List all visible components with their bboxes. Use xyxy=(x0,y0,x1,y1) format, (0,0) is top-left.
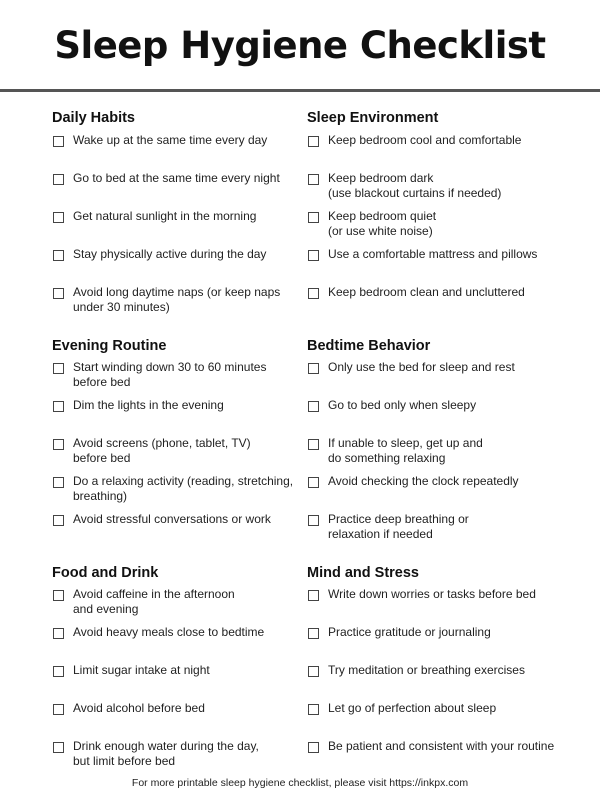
checklist-item-text: Try meditation or breathing exercises xyxy=(328,663,525,677)
checklist-item xyxy=(52,663,307,695)
checklist-item xyxy=(52,360,307,392)
checklist-item-text: Keep bedroom quiet (or use white noise) xyxy=(328,209,437,238)
checkbox[interactable] xyxy=(53,704,64,715)
checklist-item-text: Get natural sunlight in the morning xyxy=(73,209,257,223)
checklist-item xyxy=(52,701,307,733)
section-heading: Sleep Environment xyxy=(307,110,439,126)
checklist-item xyxy=(307,398,562,430)
checklist-item-text: Go to bed at the same time every night xyxy=(73,171,280,185)
checklist-item xyxy=(52,398,307,430)
checklist-item-text: Wake up at the same time every day xyxy=(73,133,268,147)
checklist-item-text: Practice deep breathing or relaxation if needed xyxy=(328,512,469,541)
checklist-item-text: Avoid stressful conversations or work xyxy=(73,512,271,526)
page-title: Sleep Hygiene Checklist xyxy=(54,24,546,67)
checkbox[interactable] xyxy=(308,212,319,223)
checkbox[interactable] xyxy=(308,477,319,488)
checklist-item xyxy=(52,436,307,468)
checklist-item-text: If unable to sleep, get up and do something relaxing xyxy=(328,436,483,465)
checklist-item xyxy=(52,247,307,279)
checkbox[interactable] xyxy=(308,288,319,299)
checkbox[interactable] xyxy=(308,704,319,715)
checkbox[interactable] xyxy=(53,628,64,639)
checkbox[interactable] xyxy=(53,174,64,185)
checklist-item xyxy=(307,701,562,733)
checkbox[interactable] xyxy=(53,515,64,526)
checklist-item-text: Dim the lights in the evening xyxy=(73,398,224,412)
footer-note: For more printable sleep hygiene checklist, please visit https://inkpx.com xyxy=(131,777,469,789)
checklist-item-text: Avoid heavy meals close to bedtime xyxy=(73,625,265,639)
checklist-item xyxy=(307,739,562,771)
checklist-item-text: Stay physically active during the day xyxy=(73,247,267,261)
checklist-item-text: Go to bed only when sleepy xyxy=(328,398,477,412)
checklist-item xyxy=(307,512,562,544)
checklist-item xyxy=(307,436,562,468)
checklist-item xyxy=(52,739,307,771)
checklist-item xyxy=(307,285,562,317)
checklist-item-text: Write down worries or tasks before bed xyxy=(328,587,536,601)
checklist-item xyxy=(52,587,307,619)
checklist-item xyxy=(52,285,307,317)
checklist-item xyxy=(52,512,307,544)
checklist-item-text: Only use the bed for sleep and rest xyxy=(328,360,515,374)
checklist-item-text: Practice gratitude or journaling xyxy=(328,625,491,639)
checklist-item-text: Avoid long daytime naps (or keep naps under 30 minutes) xyxy=(73,285,281,314)
checklist-item xyxy=(52,625,307,657)
checklist-item xyxy=(52,171,307,203)
checklist-item-text: Avoid alcohol before bed xyxy=(73,701,205,715)
checkbox[interactable] xyxy=(308,136,319,147)
title-divider xyxy=(0,89,600,92)
checkbox[interactable] xyxy=(308,590,319,601)
checklist-item xyxy=(307,247,562,279)
checkbox[interactable] xyxy=(53,401,64,412)
checklist-item-text: Use a comfortable mattress and pillows xyxy=(328,247,538,261)
checklist-item xyxy=(52,474,307,506)
checkbox[interactable] xyxy=(308,363,319,374)
checkbox[interactable] xyxy=(53,477,64,488)
checklist-item xyxy=(307,474,562,506)
checklist-item xyxy=(307,360,562,392)
checklist-item-text: Do a relaxing activity (reading, stretching, breathing) xyxy=(73,474,294,503)
checkbox[interactable] xyxy=(53,363,64,374)
checkbox[interactable] xyxy=(308,666,319,677)
checklist-item xyxy=(52,209,307,241)
checkbox[interactable] xyxy=(53,212,64,223)
checklist-item xyxy=(307,209,562,241)
checklist-item xyxy=(307,587,562,619)
checklist-item xyxy=(52,133,307,165)
checklist-item-text: Keep bedroom cool and comfortable xyxy=(328,133,522,147)
section-heading: Daily Habits xyxy=(52,110,135,126)
checkbox[interactable] xyxy=(308,250,319,261)
section-heading: Food and Drink xyxy=(52,565,159,581)
checklist-item-text: Be patient and consistent with your routine xyxy=(328,739,555,753)
section-heading: Bedtime Behavior xyxy=(307,338,431,354)
checkbox[interactable] xyxy=(308,439,319,450)
checkbox[interactable] xyxy=(308,742,319,753)
checklist-item-text: Keep bedroom dark (use blackout curtains if needed) xyxy=(328,171,502,200)
checkbox[interactable] xyxy=(308,515,319,526)
checkbox[interactable] xyxy=(53,742,64,753)
checklist-item-text: Avoid checking the clock repeatedly xyxy=(328,474,519,488)
checkbox[interactable] xyxy=(308,628,319,639)
section-heading: Mind and Stress xyxy=(307,565,419,581)
checklist-item xyxy=(307,625,562,657)
checklist-item-text: Drink enough water during the day, but limit before bed xyxy=(73,739,259,768)
checklist-item xyxy=(307,663,562,695)
checkbox[interactable] xyxy=(53,439,64,450)
checkbox[interactable] xyxy=(308,401,319,412)
checklist-item xyxy=(307,133,562,165)
checklist-item-text: Avoid caffeine in the afternoon and evening xyxy=(73,587,235,616)
checkbox[interactable] xyxy=(308,174,319,185)
section-heading: Evening Routine xyxy=(52,338,167,354)
checklist-item xyxy=(307,171,562,203)
checkbox[interactable] xyxy=(53,288,64,299)
checkbox[interactable] xyxy=(53,590,64,601)
checklist-item-text: Keep bedroom clean and uncluttered xyxy=(328,285,525,299)
checkbox[interactable] xyxy=(53,136,64,147)
checklist-item-text: Let go of perfection about sleep xyxy=(328,701,497,715)
checkbox[interactable] xyxy=(53,250,64,261)
checklist-item-text: Start winding down 30 to 60 minutes before bed xyxy=(73,360,267,389)
checkbox[interactable] xyxy=(53,666,64,677)
checklist-item-text: Limit sugar intake at night xyxy=(73,663,210,677)
checklist-item-text: Avoid screens (phone, tablet, TV) before bed xyxy=(73,436,251,465)
